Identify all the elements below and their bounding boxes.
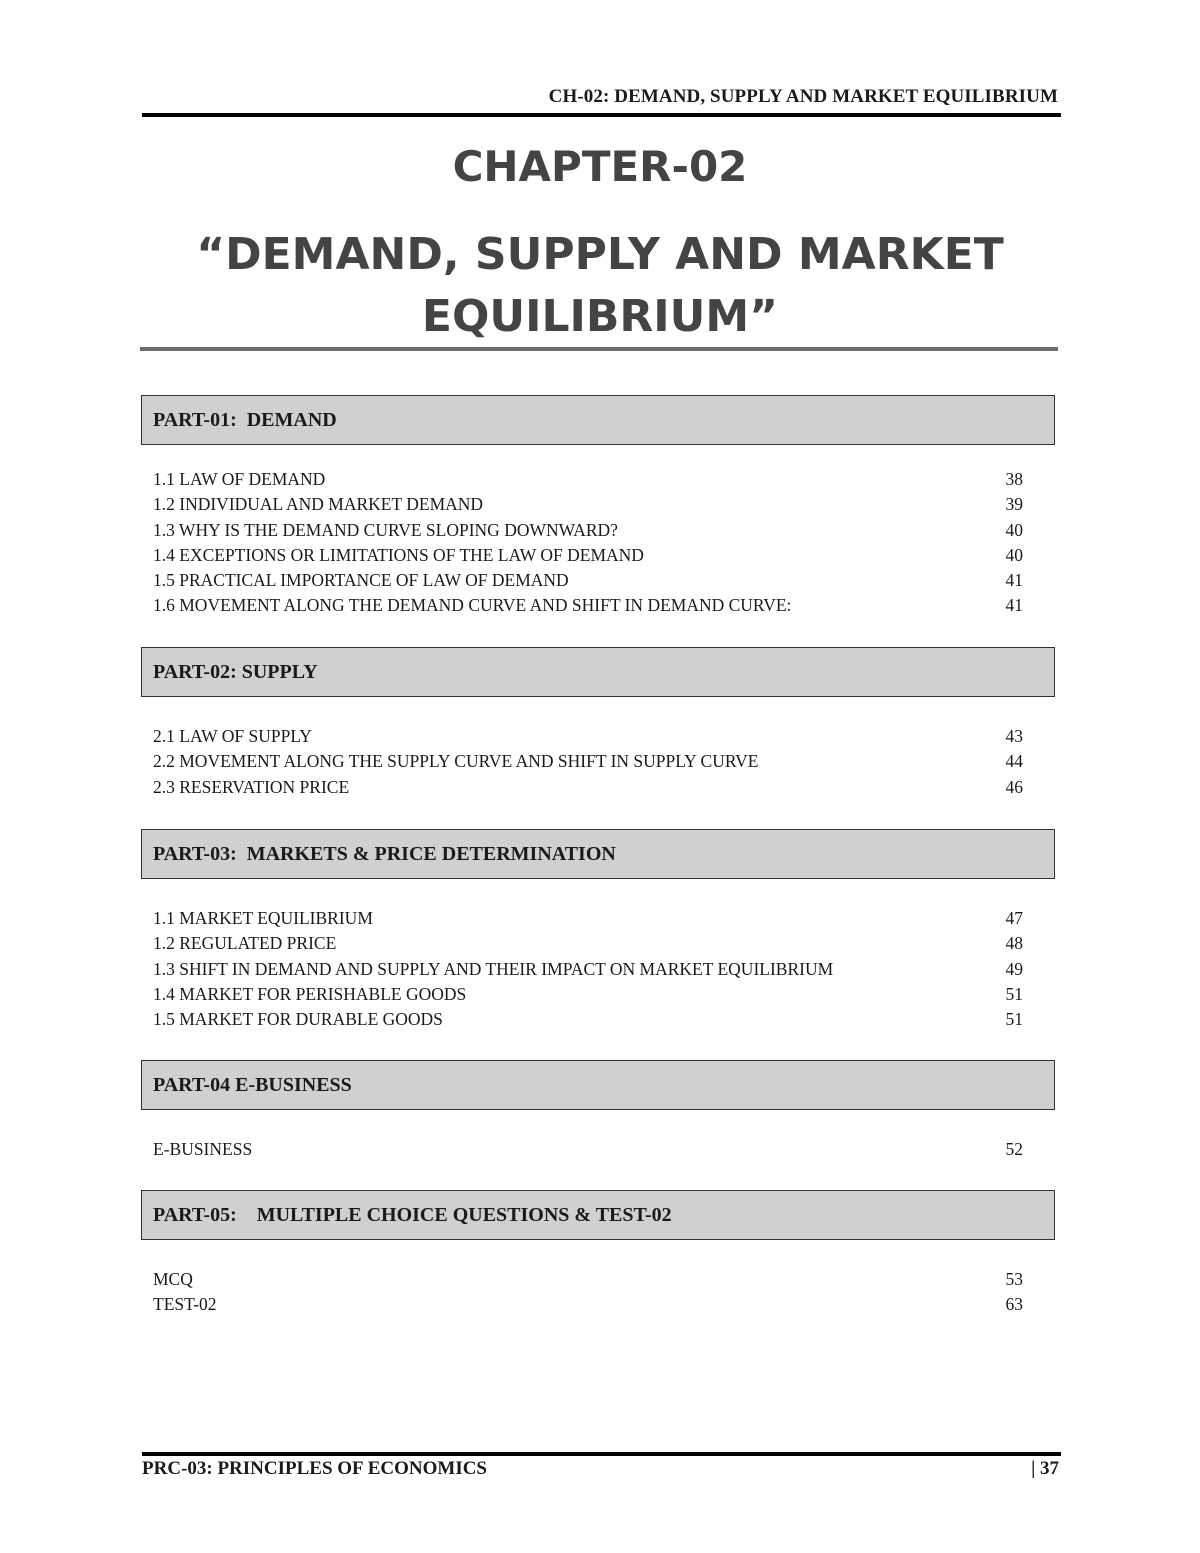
footer-page-number: | 37 bbox=[1031, 1458, 1059, 1479]
part-heading: PART-02: SUPPLY bbox=[141, 647, 1055, 697]
toc-entry bbox=[153, 906, 1023, 931]
chapter-title-line-2: EQUILIBRIUM” bbox=[421, 291, 779, 342]
toc-entry bbox=[153, 518, 1023, 543]
toc-entry-page: 40 bbox=[1005, 519, 1023, 540]
part-heading: PART-05: MULTIPLE CHOICE QUESTIONS & TEST-02 bbox=[141, 1190, 1055, 1240]
part-heading: PART-04 E-BUSINESS bbox=[141, 1060, 1055, 1110]
header-rule bbox=[142, 113, 1061, 117]
footer-course: PRC-03: PRINCIPLES OF ECONOMICS bbox=[142, 1458, 487, 1479]
toc-entry bbox=[153, 749, 1023, 774]
toc-entry-title: 1.5 MARKET FOR DURABLE GOODS bbox=[153, 1009, 443, 1030]
toc-list bbox=[153, 1267, 1023, 1318]
toc-entry bbox=[153, 1267, 1023, 1292]
toc-entry-page: 44 bbox=[1005, 751, 1023, 772]
toc-entry-page: 41 bbox=[1005, 570, 1023, 591]
toc-entry-title: TEST-02 bbox=[153, 1294, 217, 1315]
toc-entry-page: 51 bbox=[1005, 1009, 1023, 1030]
toc-entry-page: 41 bbox=[1005, 595, 1023, 616]
toc-entry-title: MCQ bbox=[153, 1269, 193, 1289]
toc-entry-page: 48 bbox=[1005, 933, 1023, 954]
toc-entry-page: 53 bbox=[1005, 1269, 1023, 1289]
toc-entry-title: 2.3 RESERVATION PRICE bbox=[153, 776, 350, 797]
toc-list bbox=[153, 906, 1023, 1032]
toc-entry bbox=[153, 957, 1023, 982]
toc-list bbox=[153, 724, 1023, 800]
toc-entry bbox=[153, 543, 1023, 568]
toc-entry bbox=[153, 724, 1023, 749]
toc-list bbox=[153, 1137, 1023, 1162]
footer-rule bbox=[142, 1452, 1061, 1456]
toc-entry-page: 40 bbox=[1005, 544, 1023, 565]
toc-entry bbox=[153, 593, 1023, 618]
toc-entry bbox=[153, 1292, 1023, 1317]
running-header: CH-02: DEMAND, SUPPLY AND MARKET EQUILIBRIUM bbox=[548, 86, 1058, 107]
toc-entry-page: 63 bbox=[1005, 1294, 1023, 1315]
toc-entry-page: 38 bbox=[1005, 469, 1023, 489]
toc-entry bbox=[153, 982, 1023, 1007]
toc-entry-title: 1.2 REGULATED PRICE bbox=[153, 933, 337, 954]
toc-entry-title: 1.4 MARKET FOR PERISHABLE GOODS bbox=[153, 983, 467, 1004]
toc-entry-page: 52 bbox=[1005, 1139, 1023, 1159]
toc-entry-page: 46 bbox=[1005, 776, 1023, 797]
part-heading: PART-01: DEMAND bbox=[141, 395, 1055, 445]
title-rule bbox=[140, 347, 1058, 351]
toc-entry-title: 2.2 MOVEMENT ALONG THE SUPPLY CURVE AND SHIFT IN SUPPLY CURVE bbox=[153, 751, 759, 772]
toc-entry bbox=[153, 1137, 1023, 1162]
toc-entry bbox=[153, 467, 1023, 492]
part-heading: PART-03: MARKETS & PRICE DETERMINATION bbox=[141, 829, 1055, 879]
toc-entry-page: 47 bbox=[1005, 908, 1023, 928]
toc-entry bbox=[153, 492, 1023, 517]
toc-entry-page: 39 bbox=[1005, 494, 1023, 515]
toc-entry-title: 1.1 MARKET EQUILIBRIUM bbox=[153, 908, 373, 928]
toc-entry-title: 1.2 INDIVIDUAL AND MARKET DEMAND bbox=[153, 494, 484, 515]
toc-entry-title: 2.1 LAW OF SUPPLY bbox=[153, 726, 312, 746]
toc-list bbox=[153, 467, 1023, 619]
toc-entry-page: 49 bbox=[1005, 958, 1023, 979]
toc-entry bbox=[153, 775, 1023, 800]
toc-entry-page: 51 bbox=[1005, 983, 1023, 1004]
toc-entry-title: 1.5 PRACTICAL IMPORTANCE OF LAW OF DEMAND bbox=[153, 570, 569, 591]
toc-entry-title: 1.1 LAW OF DEMAND bbox=[153, 469, 326, 489]
toc-entry-title: E-BUSINESS bbox=[153, 1139, 253, 1159]
chapter-number: CHAPTER-02 bbox=[452, 142, 748, 191]
toc-entry-title: 1.6 MOVEMENT ALONG THE DEMAND CURVE AND SHIFT IN DEMAND CURVE: bbox=[153, 595, 792, 616]
toc-entry-page: 43 bbox=[1005, 726, 1023, 746]
chapter-title bbox=[142, 224, 1058, 348]
chapter-title-line-1: “DEMAND, SUPPLY AND MARKET bbox=[196, 229, 1004, 280]
toc-entry-title: 1.3 SHIFT IN DEMAND AND SUPPLY AND THEIR IMPACT ON MARKET EQUILIBRIUM bbox=[153, 958, 834, 979]
toc-entry-title: 1.3 WHY IS THE DEMAND CURVE SLOPING DOWNWARD? bbox=[153, 519, 618, 540]
toc-entry bbox=[153, 931, 1023, 956]
toc-entry bbox=[153, 568, 1023, 593]
toc-entry bbox=[153, 1007, 1023, 1032]
toc-entry-title: 1.4 EXCEPTIONS OR LIMITATIONS OF THE LAW OF DEMAND bbox=[153, 544, 644, 565]
